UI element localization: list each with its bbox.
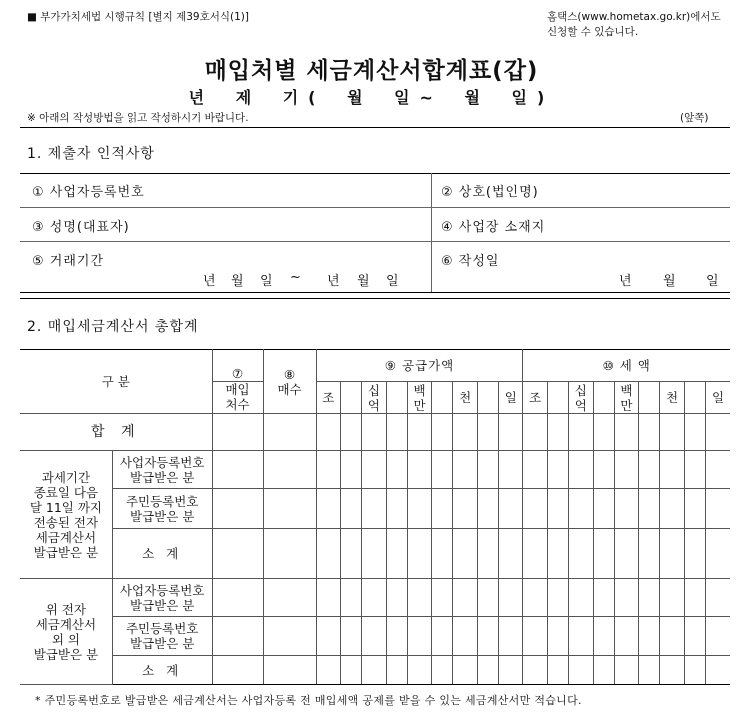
cell <box>362 656 386 685</box>
cell <box>547 414 568 451</box>
tax-digit-sibeok: 십억 <box>569 382 593 414</box>
cell <box>263 414 316 451</box>
cell <box>263 656 316 685</box>
cell <box>407 529 431 579</box>
cell <box>362 617 386 656</box>
page-title: 매입처별 세금계산서합계표(갑) <box>204 58 539 84</box>
cell <box>453 451 477 489</box>
cell <box>705 579 730 617</box>
cell <box>593 489 614 529</box>
cell <box>362 414 386 451</box>
cell <box>499 489 523 529</box>
cell <box>523 656 547 685</box>
tax-digit-baekman: 백만 <box>614 382 638 414</box>
transaction-period-label: ⑤ 거래기간 <box>32 254 105 269</box>
table-row <box>20 529 730 579</box>
electronic-group-label: 과세기간 종료일 다음 달 11일 까지 전송된 전자 세금계산서 발급받은 분 <box>20 451 112 579</box>
col8-label: 매수 <box>277 381 302 397</box>
tax-digit-blank-4 <box>684 382 705 414</box>
cell <box>477 451 498 489</box>
tax-digit-jo: 조 <box>523 382 547 414</box>
period-month-end: 월 <box>357 274 371 289</box>
cell <box>614 656 638 685</box>
business-address-label: ④ 사업장 소재지 <box>441 220 546 235</box>
cell <box>263 579 316 617</box>
cell <box>453 656 477 685</box>
header-rule <box>20 127 730 128</box>
tax-digit-blank-2 <box>593 382 614 414</box>
period-subtitle: 년 제 기( 월 일~ 월 일) <box>188 88 555 107</box>
cell <box>523 529 547 579</box>
cell <box>660 617 684 656</box>
cell <box>340 451 361 489</box>
cell <box>386 656 407 685</box>
cell <box>263 489 316 529</box>
cell <box>316 579 340 617</box>
cell <box>614 414 638 451</box>
biz-number-label: 사업자등록번호 발급받은 분 <box>112 451 212 489</box>
cell <box>432 489 453 529</box>
table-row <box>20 451 730 489</box>
supply-digit-sibeok: 십억 <box>362 382 386 414</box>
section1-top-rule <box>20 173 730 174</box>
cell <box>477 579 498 617</box>
date-year: 년 <box>619 274 633 289</box>
cell <box>639 489 660 529</box>
cell <box>499 451 523 489</box>
col8-number: ⑧ <box>283 366 296 382</box>
cell <box>477 414 498 451</box>
cell <box>316 451 340 489</box>
other-group-label: 위 전자 세금계산서 외 의 발급받은 분 <box>20 579 112 685</box>
cell <box>499 529 523 579</box>
cell <box>432 656 453 685</box>
cell <box>263 451 316 489</box>
cell <box>593 656 614 685</box>
col8-header <box>263 350 316 414</box>
cell <box>639 414 660 451</box>
cell <box>362 451 386 489</box>
cell <box>386 617 407 656</box>
cell <box>684 414 705 451</box>
resident-number-label: 주민등록번호 발급받은 분 <box>112 617 212 656</box>
cell <box>316 414 340 451</box>
cell <box>362 489 386 529</box>
cell <box>684 617 705 656</box>
date-day: 일 <box>706 274 720 289</box>
period-year-start: 년 <box>203 274 217 289</box>
cell <box>705 451 730 489</box>
supply-amount-header: ⑨ 공급가액 <box>316 350 523 382</box>
section1-bottom-rule-2 <box>20 298 730 299</box>
cell <box>340 656 361 685</box>
cell <box>362 529 386 579</box>
supply-digit-blank-2 <box>386 382 407 414</box>
cell <box>432 579 453 617</box>
period-month-start: 월 <box>231 274 245 289</box>
cell <box>340 414 361 451</box>
cell <box>477 617 498 656</box>
cell <box>212 617 263 656</box>
period-day-end: 일 <box>386 274 400 289</box>
tax-amount-header: ⑩ 세 액 <box>523 350 730 382</box>
cell <box>477 489 498 529</box>
cell <box>705 414 730 451</box>
cell <box>547 489 568 529</box>
creation-date-label: ⑥ 작성일 <box>441 254 500 269</box>
cell <box>705 617 730 656</box>
subtotal-label: 소 계 <box>112 656 212 685</box>
section1-bottom-rule <box>20 292 730 293</box>
section2-heading: 2. 매입세금계산서 총합계 <box>27 319 199 335</box>
cell <box>499 579 523 617</box>
cell <box>212 489 263 529</box>
table-row <box>20 489 730 529</box>
cell <box>477 529 498 579</box>
table-row <box>20 579 730 617</box>
section1-heading: 1. 제출자 인적사항 <box>27 146 155 162</box>
cell <box>593 579 614 617</box>
section1-divider <box>431 173 432 292</box>
cell <box>569 617 593 656</box>
table-row <box>20 414 730 451</box>
cell <box>477 656 498 685</box>
cell <box>569 451 593 489</box>
period-tilde: ~ <box>290 270 302 285</box>
cell <box>316 656 340 685</box>
cell <box>386 451 407 489</box>
biz-number-label: 사업자등록번호 발급받은 분 <box>112 579 212 617</box>
tax-digit-cheon: 천 <box>660 382 684 414</box>
period-day-start: 일 <box>260 274 274 289</box>
cell <box>547 529 568 579</box>
table-row <box>20 617 730 656</box>
cell <box>362 579 386 617</box>
cell <box>340 579 361 617</box>
cell <box>432 451 453 489</box>
cell <box>432 529 453 579</box>
cell <box>639 451 660 489</box>
cell <box>614 489 638 529</box>
cell <box>523 579 547 617</box>
cell <box>499 414 523 451</box>
cell <box>263 617 316 656</box>
tax-digit-blank-1 <box>547 382 568 414</box>
cell <box>547 656 568 685</box>
row-rule-1 <box>20 207 730 208</box>
cell <box>499 617 523 656</box>
cell <box>660 451 684 489</box>
cell <box>523 617 547 656</box>
cell <box>407 414 431 451</box>
date-month: 월 <box>663 274 677 289</box>
cell <box>386 529 407 579</box>
resident-number-label: 주민등록번호 발급받은 분 <box>112 489 212 529</box>
form-reference: ■ 부가가치세법 시행규칙 [별지 제39호서식(1)] <box>27 11 249 23</box>
cell <box>212 579 263 617</box>
cell <box>453 617 477 656</box>
total-label: 합 계 <box>20 414 212 451</box>
cell <box>407 489 431 529</box>
cell <box>547 579 568 617</box>
cell <box>212 656 263 685</box>
cell <box>432 617 453 656</box>
supply-digit-blank-1 <box>340 382 361 414</box>
cell <box>386 489 407 529</box>
instruction-note: ※ 아래의 작성방법을 읽고 작성하시기 바랍니다. <box>27 112 249 124</box>
cell <box>684 529 705 579</box>
cell <box>386 414 407 451</box>
cell <box>453 489 477 529</box>
cell <box>453 529 477 579</box>
cell <box>705 529 730 579</box>
supply-digit-blank-3 <box>432 382 453 414</box>
cell <box>316 489 340 529</box>
category-header: 구 분 <box>20 350 212 414</box>
representative-label: ③ 성명(대표자) <box>32 220 130 235</box>
cell <box>407 579 431 617</box>
cell <box>212 414 263 451</box>
page-side-label: (앞쪽) <box>680 112 709 124</box>
cell <box>593 414 614 451</box>
cell <box>614 451 638 489</box>
cell <box>705 489 730 529</box>
cell <box>316 529 340 579</box>
cell <box>499 656 523 685</box>
cell <box>547 617 568 656</box>
cell <box>569 489 593 529</box>
row-rule-2 <box>20 241 730 242</box>
period-year-end: 년 <box>327 274 341 289</box>
table-row <box>20 656 730 685</box>
supply-digit-baekman: 백만 <box>407 382 431 414</box>
cell <box>453 579 477 617</box>
cell <box>614 529 638 579</box>
cell <box>684 489 705 529</box>
cell <box>340 529 361 579</box>
cell <box>593 617 614 656</box>
cell <box>684 656 705 685</box>
cell <box>263 529 316 579</box>
supply-digit-cheon: 천 <box>453 382 477 414</box>
cell <box>639 656 660 685</box>
cell <box>523 451 547 489</box>
cell <box>705 656 730 685</box>
cell <box>407 451 431 489</box>
cell <box>614 617 638 656</box>
col7-label: 매입 처수 <box>212 382 263 414</box>
footnote: * 주민등록번호로 발급받은 세금계산서는 사업자등록 전 매입세액 공제를 받을 수 있는 세금계산서만 적습니다. <box>35 694 582 707</box>
cell <box>660 656 684 685</box>
cell <box>386 579 407 617</box>
cell <box>684 451 705 489</box>
cell <box>614 579 638 617</box>
supply-digit-blank-4 <box>477 382 498 414</box>
cell <box>523 414 547 451</box>
hometax-notice: 홈택스(www.hometax.go.kr)에서도 신청할 수 있습니다. <box>547 11 721 38</box>
cell <box>569 414 593 451</box>
supply-digit-il: 일 <box>499 382 523 414</box>
supply-digit-jo: 조 <box>316 382 340 414</box>
cell <box>432 414 453 451</box>
cell <box>212 529 263 579</box>
cell <box>660 489 684 529</box>
cell <box>340 489 361 529</box>
cell <box>523 489 547 529</box>
cell <box>407 656 431 685</box>
summary-table <box>20 349 730 685</box>
cell <box>639 579 660 617</box>
cell <box>212 451 263 489</box>
tax-digit-il: 일 <box>705 382 730 414</box>
cell <box>593 451 614 489</box>
company-name-label: ② 상호(법인명) <box>441 185 539 200</box>
cell <box>407 617 431 656</box>
col7-number: ⑦ <box>212 350 263 382</box>
cell <box>316 617 340 656</box>
cell <box>660 414 684 451</box>
cell <box>569 656 593 685</box>
cell <box>569 529 593 579</box>
business-number-label: ① 사업자등록번호 <box>32 185 145 200</box>
cell <box>639 617 660 656</box>
cell <box>639 529 660 579</box>
cell <box>660 529 684 579</box>
tax-digit-blank-3 <box>639 382 660 414</box>
cell <box>569 579 593 617</box>
cell <box>593 529 614 579</box>
cell <box>684 579 705 617</box>
cell <box>453 414 477 451</box>
subtotal-label: 소 계 <box>112 529 212 579</box>
cell <box>547 451 568 489</box>
cell <box>660 579 684 617</box>
cell <box>340 617 361 656</box>
